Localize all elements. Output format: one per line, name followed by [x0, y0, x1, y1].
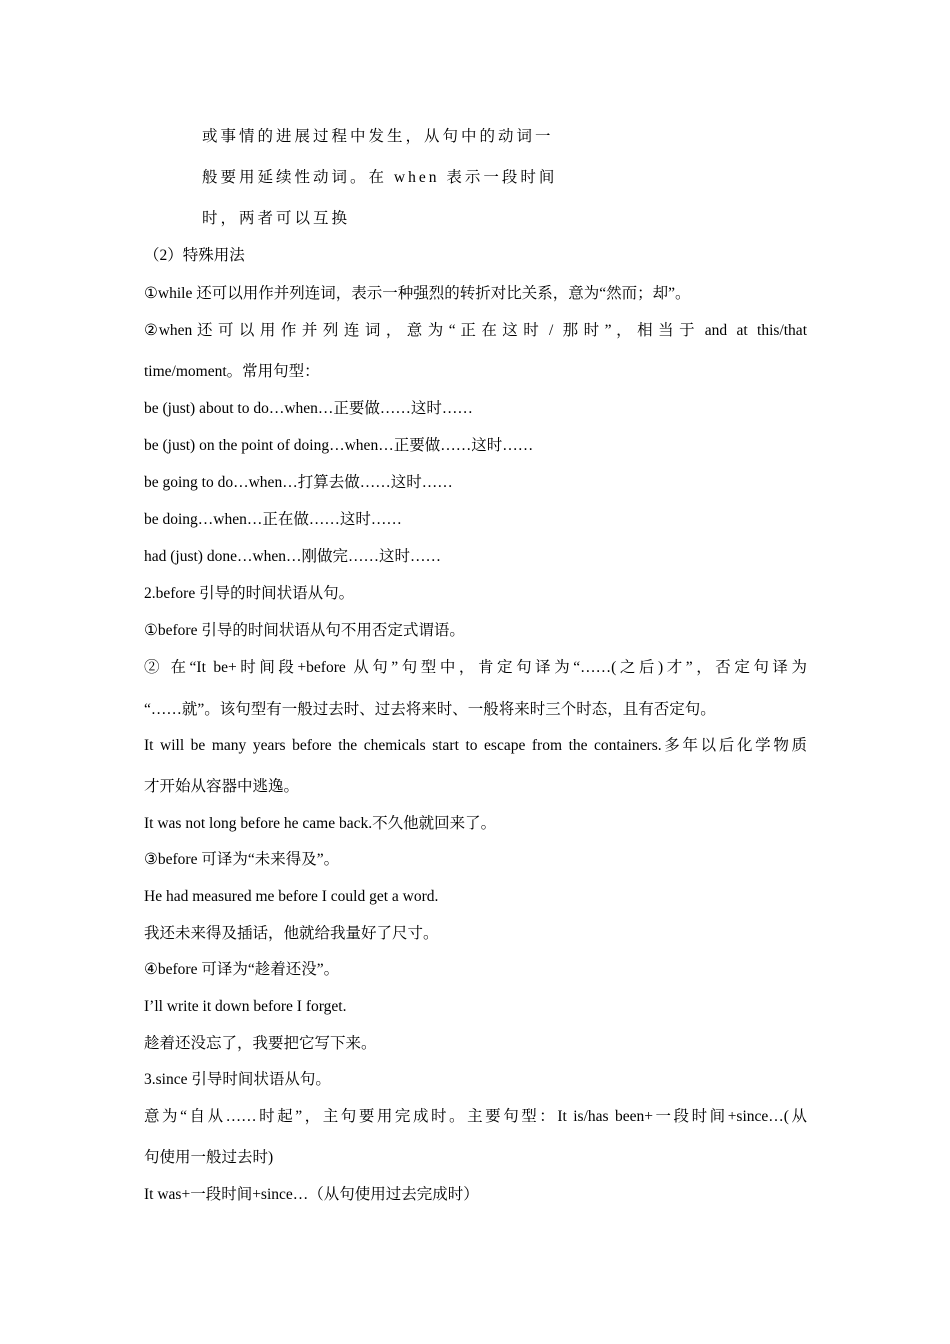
example-translation: 才开始从容器中逃逸。 — [144, 778, 300, 795]
section-heading: （2）特殊用法 — [144, 247, 245, 264]
text-line: ①before 引导的时间状语从句不用否定式谓语。 — [144, 622, 465, 639]
example-translation: 趁着还没忘了，我要把它写下来。 — [144, 1035, 377, 1052]
text-line: time/moment。常用句型： — [144, 363, 320, 380]
text-line: ②when 还 可 以 用 作 并 列 连 词 ， 意 为 “ 正 在 这 时 / 那 时 ” ， 相 当 于 and at this/that — [144, 322, 807, 339]
text-line: be going to do…when…打算去做……这时…… — [144, 474, 453, 491]
section-heading: 3.since 引导时间状语从句。 — [144, 1071, 331, 1088]
section-heading: 2.before 引导的时间状语从句。 — [144, 585, 355, 602]
text-line: It was+一段时间+since…（从句使用过去完成时） — [144, 1186, 479, 1203]
example-sentence: It was not long before he came back.不久他就回来了。 — [144, 815, 497, 832]
text-line: ①while 还可以用作并列连词，表示一种强烈的转折对比关系，意为“然而；却”。 — [144, 285, 691, 302]
text-line: had (just) done…when…刚做完……这时…… — [144, 548, 442, 565]
text-line: ③before 可译为“未来得及”。 — [144, 851, 340, 868]
example-translation: 我还未来得及插话，他就给我量好了尺寸。 — [144, 925, 439, 942]
text-line: “……就”。该句型有一般过去时、过去将来时、一般将来时三个时态，且有否定句。 — [144, 701, 716, 718]
text-line: ② 在“It be+时间段+before 从句”句型中，肯定句译为“……(之后)才”，否定句译为 — [144, 659, 807, 676]
text-line: 般要用延续性动词。在 when 表示一段时间 — [202, 169, 558, 186]
text-line: be (just) about to do…when…正要做……这时…… — [144, 400, 473, 417]
text-line: be (just) on the point of doing…when…正要做……这时…… — [144, 437, 534, 454]
example-sentence: It will be many years before the chemicals start to escape from the containers.多年以后化学物质 — [144, 737, 807, 754]
example-sentence: He had measured me before I could get a word. — [144, 888, 439, 905]
text-line: 时，两者可以互换 — [202, 210, 351, 227]
text-line: 意为“自从……时起”，主句要用完成时。主要句型：It is/has been+一段时间+since…(从 — [144, 1108, 807, 1125]
text-line: 句使用一般过去时) — [144, 1149, 274, 1166]
example-sentence: I’ll write it down before I forget. — [144, 998, 347, 1015]
text-line: 或事情的进展过程中发生，从句中的动词一 — [202, 128, 554, 145]
text-line: ④before 可译为“趁着还没”。 — [144, 961, 340, 978]
text-line: be doing…when…正在做……这时…… — [144, 511, 402, 528]
